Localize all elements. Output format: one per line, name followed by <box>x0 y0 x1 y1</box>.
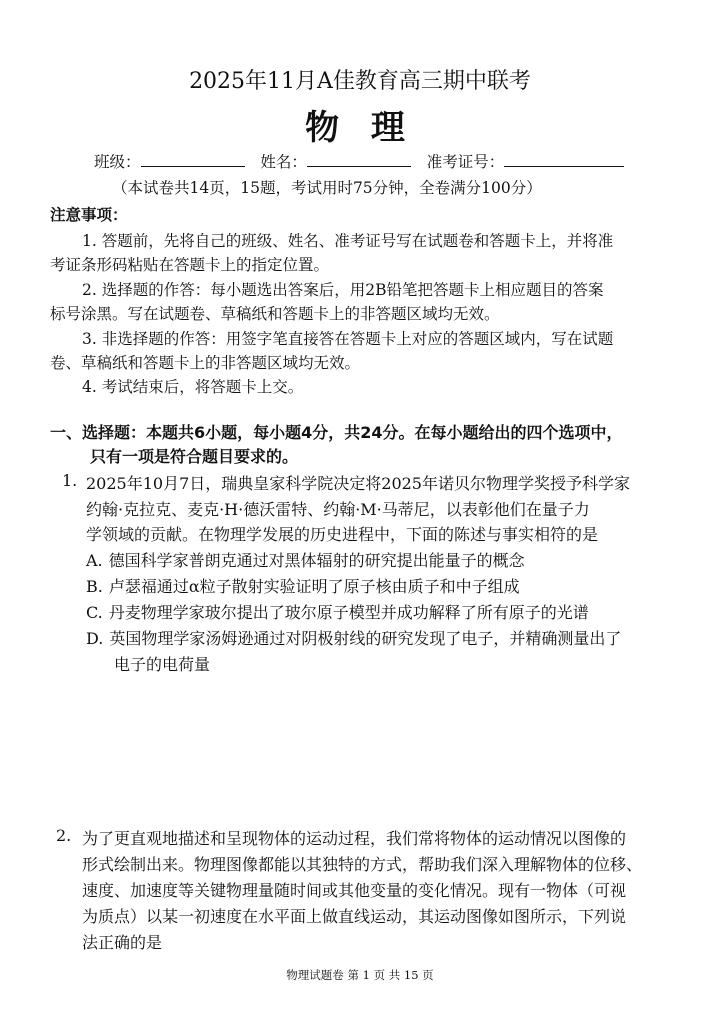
exam-id-label: 准考证号： <box>426 153 505 171</box>
exam-info: （本试卷共14页，15题，考试用时75分钟，全卷满分100分） <box>112 179 542 197</box>
notice-title: 注意事项： <box>50 206 128 224</box>
exam-id-blank <box>504 152 624 167</box>
name-label: 姓名： <box>260 153 307 171</box>
question-stem-line: 学领域的贡献。在物理学发展的历史进程中，下面的陈述与事实相符的是 <box>86 525 599 544</box>
question-stem-line: 速度、加速度等关键物理量随时间或其他变量的变化情况。现有一物体（可视 <box>82 881 627 900</box>
question-stem-line: 法正确的是 <box>82 933 163 952</box>
notice-line: 标号涂黑。写在试题卷、草稿纸和答题卡上的非答题区域均无效。 <box>50 305 500 323</box>
question-stem-line: 形式绘制出来。物理图像都能以其独特的方式，帮助我们深入理解物体的位移、 <box>82 855 643 874</box>
class-blank <box>141 152 245 167</box>
question-number: 2. <box>56 826 72 845</box>
option-c: C. 丹麦物理学家玻尔提出了玻尔原子模型并成功解释了所有原子的光谱 <box>86 603 589 622</box>
section-heading-cont: 只有一项是符合题目要求的。 <box>90 447 299 466</box>
section-heading: 一、选择题：本题共6小题，每小题4分，共24分。在每小题给出的四个选项中， <box>50 423 623 442</box>
question-stem-line: 约翰·克拉克、麦克·H·德沃雷特、约翰·M·马蒂尼，以表彰他们在量子力 <box>86 500 590 519</box>
option-b: B. 卢瑟福通过α粒子散射实验证明了原子核由质子和中子组成 <box>86 577 520 596</box>
student-info-row <box>94 150 624 172</box>
notice-line: 4. 考试结束后，将答题卡上交。 <box>82 378 304 396</box>
notice-line: 1. 答题前，先将自己的班级、姓名、准考证号写在试题卷和答题卡上，并将准 <box>82 232 614 250</box>
name-blank <box>307 152 411 167</box>
notice-line: 3. 非选择题的作答：用签字笔直接答在答题卡上对应的答题区域内，写在试题 <box>82 330 614 348</box>
notice-line: 2. 选择题的作答：每小题选出答案后，用2B铅笔把答题卡上相应题目的答案 <box>82 281 604 299</box>
notice-line: 考证条形码粘贴在答题卡上的指定位置。 <box>50 256 330 274</box>
question-stem-line: 2025年10月7日，瑞典皇家科学院决定将2025年诺贝尔物理学奖授予科学家 <box>86 474 630 493</box>
option-d: D. 英国物理学家汤姆逊通过对阴极射线的研究发现了电子，并精确测量出了 <box>86 629 622 648</box>
subject-title: 物 理 <box>305 108 415 148</box>
class-label: 班级： <box>94 153 141 171</box>
question-stem-line: 为质点）以某一初速度在水平面上做直线运动，其运动图像如图所示，下列说 <box>82 907 627 926</box>
exam-title: 2025年11月A佳教育高三期中联考 <box>189 69 531 94</box>
question-stem-line: 为了更直观地描述和呈现物体的运动过程，我们常将物体的运动情况以图像的 <box>82 829 627 848</box>
question-number: 1. <box>62 471 78 490</box>
option-a: A. 德国科学家普朗克通过对黑体辐射的研究提出能量子的概念 <box>86 551 525 570</box>
option-d-cont: 电子的电荷量 <box>114 655 211 674</box>
notice-line: 卷、草稿纸和答题卡上的非答题区域均无效。 <box>50 354 361 372</box>
page-footer: 物理试题卷 第 1 页 共 15 页 <box>286 968 434 982</box>
